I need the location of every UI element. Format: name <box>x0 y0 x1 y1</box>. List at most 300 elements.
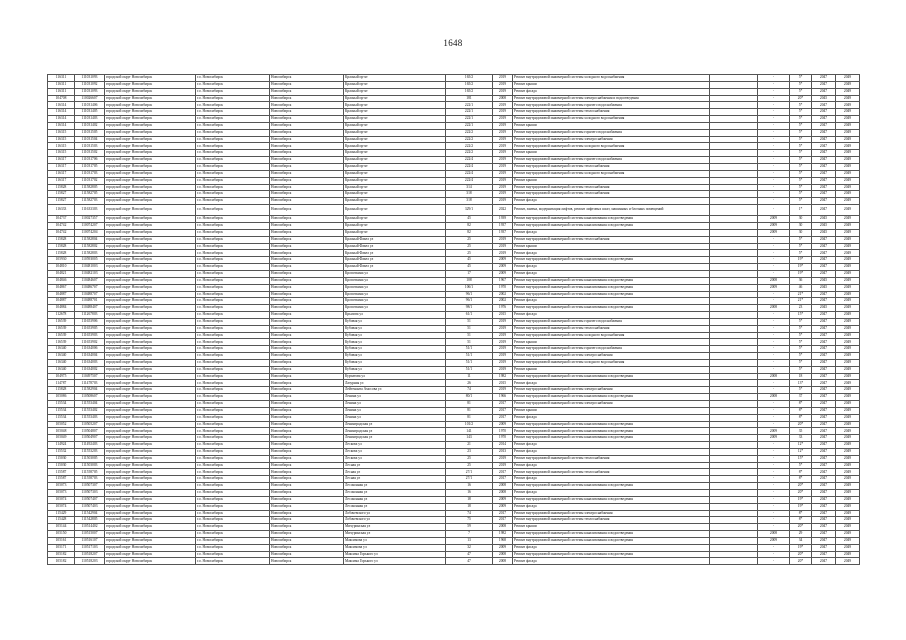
cell-city: Новосибирск <box>270 277 344 284</box>
cell-val2: 12* <box>790 442 812 449</box>
cell-code: 111031703 <box>75 170 105 177</box>
cell-settlement: г.о. Новосибирск <box>196 264 270 271</box>
table-row <box>48 191 860 198</box>
table-row <box>48 339 860 346</box>
cell-city: Новосибирск <box>270 462 344 469</box>
cell-year: 2019 <box>493 102 513 109</box>
cell-house: 18 <box>446 503 493 510</box>
cell-type <box>710 122 758 129</box>
cell-type <box>710 524 758 531</box>
cell-municipality: городской округ Новосибирск <box>105 81 196 88</box>
cell-val1: - <box>758 81 790 88</box>
cell-type <box>710 305 758 312</box>
cell-city: Новосибирск <box>270 510 344 517</box>
cell-start: 2047 <box>812 250 836 257</box>
cell-work: Ремонт внутридомовой инженерной системы канализования и водоотведения <box>513 537 710 544</box>
cell-code: 110507403 <box>75 503 105 510</box>
cell-type <box>710 257 758 264</box>
cell-municipality: городской округ Новосибирск <box>105 163 196 170</box>
cell-id: 104887 <box>48 298 75 305</box>
cell-work: Ремонт внутридомовой инженерной системы теплоснабжения <box>513 517 710 524</box>
cell-municipality: городской округ Новосибирск <box>105 150 196 157</box>
cell-settlement: г.о. Новосибирск <box>196 366 270 373</box>
cell-type <box>710 537 758 544</box>
cell-val2: 20* <box>790 421 812 428</box>
cell-street: Красный пр-кт <box>344 163 446 170</box>
cell-val1: - <box>758 421 790 428</box>
cell-house: 51/1 <box>446 346 493 353</box>
cell-start: 2047 <box>812 462 836 469</box>
cell-street: Красный пр-кт <box>344 81 446 88</box>
cell-code: 111492403 <box>75 442 105 449</box>
cell-house: 141 <box>446 428 493 435</box>
cell-settlement: г.о. Новосибирск <box>196 442 270 449</box>
cell-municipality: городской округ Новосибирск <box>105 359 196 366</box>
cell-work: Ремонт фасада <box>513 250 710 257</box>
cell-year: 1967 <box>493 277 513 284</box>
cell-end: 2049 <box>836 442 860 449</box>
cell-start: 2047 <box>812 318 836 325</box>
cell-house: 45 <box>446 257 493 264</box>
cell-city: Новосибирск <box>270 102 344 109</box>
cell-year: 2019 <box>493 129 513 136</box>
cell-municipality: городской округ Новосибирск <box>105 414 196 421</box>
cell-municipality: городской округ Новосибирск <box>105 198 196 205</box>
cell-id: 116314 <box>48 109 75 116</box>
cell-end: 2049 <box>836 284 860 291</box>
cell-settlement: г.о. Новосибирск <box>196 421 270 428</box>
cell-id: 116311 <box>48 88 75 95</box>
cell-house: 222/2 <box>446 143 493 150</box>
cell-city: Новосибирск <box>270 229 344 236</box>
cell-city: Новосибирск <box>270 387 344 394</box>
cell-work: Ремонт фасада <box>513 414 710 421</box>
cell-start: 2045 <box>812 216 836 223</box>
cell-municipality: городской округ Новосибирск <box>105 129 196 136</box>
cell-work: Ремонт фасада <box>513 312 710 319</box>
cell-val1: - <box>758 387 790 394</box>
cell-type <box>710 177 758 184</box>
cell-val1: - <box>758 359 790 366</box>
cell-val1: 2009 <box>758 229 790 236</box>
cell-start: 2047 <box>812 455 836 462</box>
cell-year: 2009 <box>493 421 513 428</box>
cell-code: 111267803 <box>75 312 105 319</box>
cell-house: 165/2 <box>446 88 493 95</box>
cell-code: 110514402 <box>75 524 105 531</box>
cell-val2: 13* <box>790 380 812 387</box>
table-row <box>48 455 860 462</box>
cell-start: 2047 <box>812 537 836 544</box>
cell-year: 2015 <box>493 312 513 319</box>
cell-id: 105073 <box>48 483 75 490</box>
cell-val1: - <box>758 312 790 319</box>
cell-id: 114787 <box>48 380 75 387</box>
cell-city: Новосибирск <box>270 325 344 332</box>
cell-city: Новосибирск <box>270 95 344 102</box>
cell-municipality: городской округ Новосибирск <box>105 122 196 129</box>
cell-val2: 5* <box>790 353 812 360</box>
cell-city: Новосибирск <box>270 476 344 483</box>
cell-id: 115030 <box>48 455 75 462</box>
cell-code: 111031706 <box>75 157 105 164</box>
cell-work: Ремонт фасада <box>513 544 710 551</box>
cell-end: 2049 <box>836 264 860 271</box>
cell-municipality: городской округ Новосибирск <box>105 353 196 360</box>
cell-house: 51/1 <box>446 366 493 373</box>
cell-val1: - <box>758 325 790 332</box>
cell-work: Ремонт внутридомовой инженерной системы холодного водоснабжения <box>513 143 710 150</box>
cell-val2: 36 <box>790 277 812 284</box>
cell-settlement: г.о. Новосибирск <box>196 455 270 462</box>
cell-work: Ремонт внутридомовой инженерной системы канализования и водоотведения <box>513 531 710 538</box>
cell-end: 2049 <box>836 551 860 558</box>
cell-type <box>710 223 758 230</box>
cell-year: 2019 <box>493 150 513 157</box>
cell-settlement: г.о. Новосибирск <box>196 332 270 339</box>
cell-val1: - <box>758 462 790 469</box>
cell-work: Ремонт фасада <box>513 380 710 387</box>
cell-end: 2049 <box>836 531 860 538</box>
cell-start: 2047 <box>812 489 836 496</box>
cell-code: 110504807 <box>75 428 105 435</box>
cell-val2: 21* <box>790 298 812 305</box>
cell-city: Новосибирск <box>270 264 344 271</box>
cell-city: Новосибирск <box>270 353 344 360</box>
cell-settlement: г.о. Новосибирск <box>196 503 270 510</box>
cell-house: 82 <box>446 229 493 236</box>
cell-val2: 5* <box>790 318 812 325</box>
cell-street: Лесная ул <box>344 476 446 483</box>
cell-val2: 5* <box>790 102 812 109</box>
cell-type <box>710 116 758 123</box>
cell-type <box>710 394 758 401</box>
cell-end: 2049 <box>836 184 860 191</box>
cell-type <box>710 312 758 319</box>
cell-start: 2047 <box>812 496 836 503</box>
cell-street: Красный пр-кт <box>344 191 446 198</box>
cell-municipality: городской округ Новосибирск <box>105 243 196 250</box>
cell-val1: - <box>758 401 790 408</box>
cell-code: 111503003 <box>75 462 105 469</box>
cell-work: Ремонт фасада <box>513 298 710 305</box>
table-row <box>48 394 860 401</box>
table-row <box>48 184 860 191</box>
cell-house: 74 <box>446 387 493 394</box>
cell-type <box>710 250 758 257</box>
cell-settlement: г.о. Новосибирск <box>196 223 270 230</box>
cell-start: 2047 <box>812 136 836 143</box>
cell-end: 2049 <box>836 243 860 250</box>
cell-street: Красный пр-кт <box>344 95 446 102</box>
cell-settlement: г.о. Новосибирск <box>196 462 270 469</box>
cell-street: Мичуринская ул <box>344 524 446 531</box>
cell-year: 2019 <box>493 339 513 346</box>
cell-house: 25 <box>446 243 493 250</box>
cell-val2: 5* <box>790 129 812 136</box>
cell-settlement: г.о. Новосибирск <box>196 325 270 332</box>
cell-house: 181 <box>446 95 493 102</box>
cell-start: 2045 <box>812 305 836 312</box>
cell-settlement: г.о. Новосибирск <box>196 401 270 408</box>
cell-settlement: г.о. Новосибирск <box>196 81 270 88</box>
cell-val2: 20* <box>790 551 812 558</box>
cell-settlement: г.о. Новосибирск <box>196 394 270 401</box>
cell-val2: 20* <box>790 95 812 102</box>
cell-end: 2049 <box>836 205 860 216</box>
cell-municipality: городской округ Новосибирск <box>105 380 196 387</box>
cell-type <box>710 448 758 455</box>
table-row <box>48 122 860 129</box>
page-number: 1648 <box>443 38 463 48</box>
cell-code: 110517103 <box>75 544 105 551</box>
cell-code: 111634002 <box>75 366 105 373</box>
cell-municipality: городской округ Новосибирск <box>105 177 196 184</box>
cell-municipality: городской округ Новосибирск <box>105 435 196 442</box>
cell-start: 2047 <box>812 264 836 271</box>
cell-city: Новосибирск <box>270 305 344 312</box>
cell-val1: - <box>758 455 790 462</box>
cell-year: 2019 <box>493 346 513 353</box>
cell-id: 105052 <box>48 421 75 428</box>
cell-id: 105073 <box>48 489 75 496</box>
cell-work: Ремонт внутридомовой инженерной системы теплоснабжения <box>513 163 710 170</box>
cell-year: 2019 <box>493 318 513 325</box>
cell-work: Ремонт крыши <box>513 81 710 88</box>
cell-year: 2009 <box>493 544 513 551</box>
cell-id: 104975 <box>48 373 75 380</box>
cell-work: Ремонт крыши <box>513 339 710 346</box>
cell-year: 1970 <box>493 284 513 291</box>
cell-type <box>710 476 758 483</box>
cell-start: 2047 <box>812 312 836 319</box>
cell-city: Новосибирск <box>270 448 344 455</box>
cell-house: 318 <box>446 198 493 205</box>
cell-year: 2019 <box>493 143 513 150</box>
cell-code: 110484607 <box>75 277 105 284</box>
cell-end: 2049 <box>836 136 860 143</box>
cell-work: Ремонт фасада <box>513 264 710 271</box>
cell-val2: 19* <box>790 270 812 277</box>
cell-id: 116539 <box>48 325 75 332</box>
cell-val2: 5* <box>790 243 812 250</box>
table-row <box>48 483 860 490</box>
cell-id: 105150 <box>48 531 75 538</box>
cell-start: 2047 <box>812 243 836 250</box>
cell-end: 2049 <box>836 157 860 164</box>
cell-start: 2047 <box>812 298 836 305</box>
cell-val2: 5* <box>790 198 812 205</box>
cell-work: Ремонт внутридомовой инженерной системы электроснабжения <box>513 353 710 360</box>
cell-year: 2019 <box>493 332 513 339</box>
table-row <box>48 277 860 284</box>
cell-end: 2049 <box>836 229 860 236</box>
cell-house: 222/1 <box>446 122 493 129</box>
cell-val1: 2009 <box>758 223 790 230</box>
cell-type <box>710 469 758 476</box>
cell-house: 32 <box>446 544 493 551</box>
cell-end: 2049 <box>836 291 860 298</box>
cell-settlement: г.о. Новосибирск <box>196 435 270 442</box>
cell-val1: - <box>758 102 790 109</box>
cell-val2: 5* <box>790 163 812 170</box>
cell-house: 27/1 <box>446 469 493 476</box>
cell-val1: - <box>758 270 790 277</box>
cell-end: 2049 <box>836 373 860 380</box>
cell-start: 2045 <box>812 284 836 291</box>
cell-work: Ремонт внутридомовой инженерной системы канализования и водоотведения <box>513 305 710 312</box>
cell-city: Новосибирск <box>270 291 344 298</box>
cell-code: 111031093 <box>75 88 105 95</box>
cell-end: 2049 <box>836 191 860 198</box>
cell-year: 2014 <box>493 442 513 449</box>
cell-end: 2049 <box>836 236 860 243</box>
cell-year: 2019 <box>493 109 513 116</box>
cell-municipality: городской округ Новосибирск <box>105 229 196 236</box>
cell-end: 2049 <box>836 95 860 102</box>
cell-end: 2049 <box>836 332 860 339</box>
table-row <box>48 353 860 360</box>
cell-city: Новосибирск <box>270 184 344 191</box>
cell-house: 47 <box>446 558 493 565</box>
cell-city: Новосибирск <box>270 109 344 116</box>
cell-city: Новосибирск <box>270 136 344 143</box>
cell-settlement: г.о. Новосибирск <box>196 353 270 360</box>
cell-val1: - <box>758 163 790 170</box>
cell-city: Новосибирск <box>270 88 344 95</box>
cell-city: Новосибирск <box>270 373 344 380</box>
cell-city: Новосибирск <box>270 524 344 531</box>
cell-street: Лейтенанта Амосова ул <box>344 387 446 394</box>
cell-street: Красный Факел ул <box>344 257 446 264</box>
cell-val1: - <box>758 205 790 216</box>
table-row <box>48 496 860 503</box>
cell-work: Ремонт внутридомовой инженерной системы канализования и водоотведения <box>513 277 710 284</box>
cell-year: 1982 <box>493 531 513 538</box>
cell-house: 165/2 <box>446 75 493 82</box>
cell-settlement: г.о. Новосибирск <box>196 229 270 236</box>
cell-city: Новосибирск <box>270 170 344 177</box>
table-row <box>48 305 860 312</box>
cell-work: Ремонт внутридомовой инженерной системы канализования и водоотведения <box>513 373 710 380</box>
cell-municipality: городской округ Новосибирск <box>105 236 196 243</box>
cell-house: 21 <box>446 442 493 449</box>
cell-end: 2049 <box>836 75 860 82</box>
cell-municipality: городской округ Новосибирск <box>105 216 196 223</box>
cell-start: 2047 <box>812 380 836 387</box>
table-row <box>48 366 860 373</box>
cell-id: 116539 <box>48 318 75 325</box>
cell-settlement: г.о. Новосибирск <box>196 75 270 82</box>
cell-city: Новосибирск <box>270 318 344 325</box>
cell-start: 2047 <box>812 503 836 510</box>
cell-start: 2047 <box>812 421 836 428</box>
cell-type <box>710 489 758 496</box>
cell-val1: - <box>758 122 790 129</box>
cell-city: Новосибирск <box>270 496 344 503</box>
cell-val1: 2009 <box>758 537 790 544</box>
cell-code: 111558703 <box>75 476 105 483</box>
cell-work: Ремонт внутридомовой инженерной системы электроснабжения <box>513 510 710 517</box>
cell-house: 314 <box>446 184 493 191</box>
cell-val2: 34 <box>790 537 812 544</box>
cell-house: 74 <box>446 510 493 517</box>
cell-id: 104884 <box>48 305 75 312</box>
cell-val1: - <box>758 129 790 136</box>
cell-house: 222/1 <box>446 109 493 116</box>
cell-val1: - <box>758 109 790 116</box>
cell-settlement: г.о. Новосибирск <box>196 537 270 544</box>
cell-street: Красный Факел ул <box>344 236 446 243</box>
cell-municipality: городской округ Новосибирск <box>105 476 196 483</box>
cell-type <box>710 102 758 109</box>
cell-settlement: г.о. Новосибирск <box>196 312 270 319</box>
table-row <box>48 298 860 305</box>
cell-house: 25 <box>446 236 493 243</box>
cell-val1: - <box>758 257 790 264</box>
cell-start: 2045 <box>812 277 836 284</box>
cell-end: 2049 <box>836 394 860 401</box>
cell-type <box>710 401 758 408</box>
cell-city: Новосибирск <box>270 483 344 490</box>
cell-municipality: городской округ Новосибирск <box>105 305 196 312</box>
table-row <box>48 257 860 264</box>
cell-street: Красный пр-кт <box>344 102 446 109</box>
cell-val2: 20* <box>790 558 812 565</box>
table-row <box>48 346 860 353</box>
cell-start: 2047 <box>812 143 836 150</box>
cell-city: Новосибирск <box>270 414 344 421</box>
cell-id: 104867 <box>48 284 75 291</box>
cell-val1: 2009 <box>758 435 790 442</box>
cell-id: 105049 <box>48 435 75 442</box>
cell-city: Новосибирск <box>270 442 344 449</box>
cell-settlement: г.о. Новосибирск <box>196 284 270 291</box>
cell-type <box>710 414 758 421</box>
cell-year: 2019 <box>493 325 513 332</box>
cell-city: Новосибирск <box>270 284 344 291</box>
table-row <box>48 312 860 319</box>
table-row <box>48 205 860 216</box>
cell-city: Новосибирск <box>270 551 344 558</box>
cell-city: Новосибирск <box>270 558 344 565</box>
cell-work: Ремонт фасада <box>513 462 710 469</box>
cell-type <box>710 95 758 102</box>
cell-work: Ремонт внутридомовой инженерной системы электроснабжения <box>513 136 710 143</box>
cell-type <box>710 346 758 353</box>
cell-type <box>710 163 758 170</box>
cell-id: 115828 <box>48 236 75 243</box>
cell-settlement: г.о. Новосибирск <box>196 184 270 191</box>
cell-year: 1939 <box>493 216 513 223</box>
cell-municipality: городской округ Новосибирск <box>105 544 196 551</box>
cell-val1: - <box>758 143 790 150</box>
cell-year: 2019 <box>493 136 513 143</box>
cell-year: 2008 <box>493 95 513 102</box>
cell-type <box>710 170 758 177</box>
cell-val2: 5* <box>790 236 812 243</box>
cell-start: 2047 <box>812 373 836 380</box>
cell-year: 2019 <box>493 88 513 95</box>
cell-municipality: городской округ Новосибирск <box>105 223 196 230</box>
cell-year: 2019 <box>493 75 513 82</box>
cell-start: 2047 <box>812 109 836 116</box>
cell-settlement: г.о. Новосибирск <box>196 531 270 538</box>
cell-code: 110027357 <box>75 216 105 223</box>
cell-id: 104742 <box>48 223 75 230</box>
cell-house: 222/2 <box>446 129 493 136</box>
cell-work: Ремонт крыши <box>513 177 710 184</box>
